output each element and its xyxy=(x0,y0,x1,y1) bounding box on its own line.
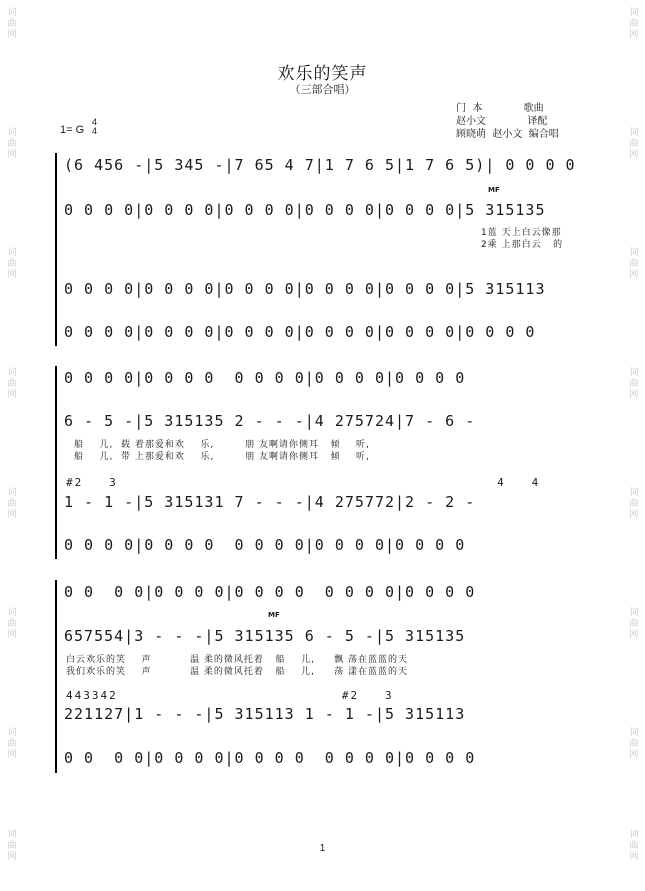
watermark-right-2: 词曲网 xyxy=(629,128,639,160)
watermark-left-5: 词曲网 xyxy=(7,488,17,520)
page-number: 1 xyxy=(319,843,326,854)
credit-line-lyrics: 门 本 歌曲 xyxy=(456,103,544,114)
system-1-staff-2: 0 0 0 0|0 0 0 0|0 0 0 0|0 0 0 0|0 0 0 0|5 315135 xyxy=(64,201,546,219)
credit-line-translation: 赵小文 译配 xyxy=(456,116,548,127)
watermark-right-4: 词曲网 xyxy=(629,368,639,400)
system-3-lyric-verse-1: 白云欢乐的笑 声 温 柔的微风托着 船 儿, 飘 荡在蓝蓝的天 xyxy=(66,655,408,665)
system-3-dynamic: MF xyxy=(268,611,280,619)
watermark-left-2: 词曲网 xyxy=(7,128,17,160)
watermark-right-3: 词曲网 xyxy=(629,248,639,280)
watermark-right-5: 词曲网 xyxy=(629,488,639,520)
watermark-left-3: 词曲网 xyxy=(7,248,17,280)
system-3-staff-3: 221127|1 - - -|5 315113 1 - 1 -|5 315113 xyxy=(64,705,466,723)
system-1-dynamic: MF xyxy=(488,186,500,194)
system-3-staff-1: 0 0 0 0|0 0 0 0|0 0 0 0 0 0 0 0|0 0 0 0 xyxy=(64,583,476,601)
watermark-right-7: 词曲网 xyxy=(629,728,639,760)
watermark-right-8: 词曲网 xyxy=(629,830,639,862)
system-1-staff-1: (6 456 -|5 345 -|7 65 4 7|1 7 6 5|1 7 6 5)| 0 0 0 0 xyxy=(64,156,576,174)
watermark-left-1: 词曲网 xyxy=(7,8,17,40)
system-3-lyric-verse-2: 我们欢乐的笑 声 温 柔的微风托着 船 儿, 荡 漾在蓝蓝的天 xyxy=(66,667,408,677)
system-3-brace xyxy=(55,580,57,773)
system-2-staff-3: 1 - 1 -|5 315131 7 - - -|4 275772|2 - 2 - xyxy=(64,493,476,511)
system-3-staff-4: 0 0 0 0|0 0 0 0|0 0 0 0 0 0 0 0|0 0 0 0 xyxy=(64,749,476,767)
time-signature xyxy=(92,118,97,136)
watermark-left-8: 词曲网 xyxy=(7,830,17,862)
watermark-left-4: 词曲网 xyxy=(7,368,17,400)
system-1-staff-4: 0 0 0 0|0 0 0 0|0 0 0 0|0 0 0 0|0 0 0 0|0 0 0 0 xyxy=(64,323,536,341)
system-2-harmony: #2 3 4 4 xyxy=(66,476,541,489)
system-1-brace xyxy=(55,153,57,346)
key-signature: 1= G xyxy=(60,124,85,136)
credit-line-arrangement: 顾晓萌 赵小文 编合唱 xyxy=(456,129,559,140)
system-1-staff-3: 0 0 0 0|0 0 0 0|0 0 0 0|0 0 0 0|0 0 0 0|5 315113 xyxy=(64,280,546,298)
system-2-brace xyxy=(55,366,57,559)
watermark-right-1: 词曲网 xyxy=(629,8,639,40)
song-title: 欢乐的笑声 xyxy=(277,64,368,84)
system-1-lyric-verse-1: 1蓝 天上白云像那 xyxy=(481,228,562,238)
meter-bottom: 4 xyxy=(92,126,98,136)
watermark-left-7: 词曲网 xyxy=(7,728,17,760)
system-2-lyric-verse-1: 船 儿, 载 着那爱和欢 乐, 朋 友啊请你侧耳 倾 听, xyxy=(74,440,370,450)
system-2-staff-2: 6 - 5 -|5 315135 2 - - -|4 275724|7 - 6 - xyxy=(64,412,476,430)
meter-top: 4 xyxy=(92,117,98,127)
system-3-harmony: 443342 #2 3 xyxy=(66,689,394,702)
watermark-right-6: 词曲网 xyxy=(629,608,639,640)
system-2-staff-4: 0 0 0 0|0 0 0 0 0 0 0 0|0 0 0 0|0 0 0 0 xyxy=(64,536,466,554)
system-2-staff-1: 0 0 0 0|0 0 0 0 0 0 0 0|0 0 0 0|0 0 0 0 xyxy=(64,369,466,387)
song-subtitle: （三部合唱） xyxy=(289,83,356,96)
system-3-staff-2: 657554|3 - - -|5 315135 6 - 5 -|5 315135 xyxy=(64,627,466,645)
system-2-lyric-verse-2: 船 儿, 带 上那爱和欢 乐, 朋 友啊请你侧耳 倾 听, xyxy=(74,452,370,462)
system-1-lyric-verse-2: 2乘 上那白云 的 xyxy=(481,240,564,250)
watermark-left-6: 词曲网 xyxy=(7,608,17,640)
